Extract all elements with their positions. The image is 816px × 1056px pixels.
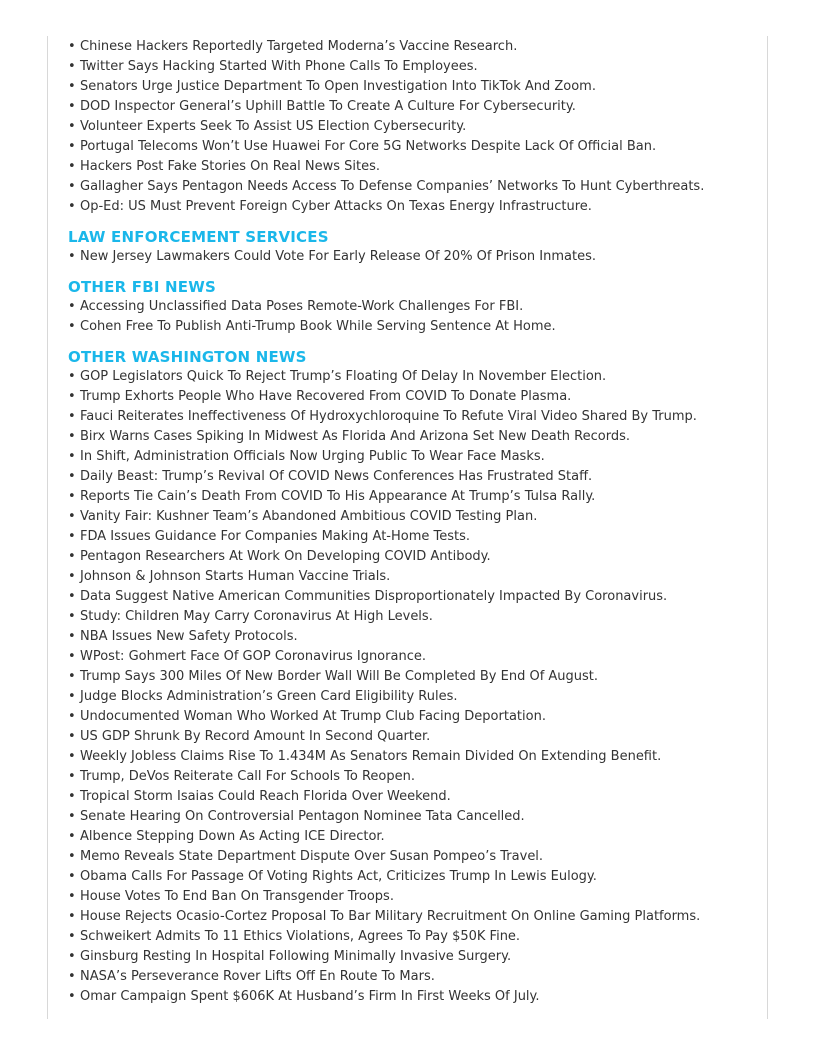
news-item[interactable]	[68, 947, 758, 967]
news-headline[interactable]: Birx Warns Cases Spiking In Midwest As Florida And Arizona Set New Death Records.	[80, 429, 630, 444]
news-item[interactable]	[68, 727, 758, 747]
bullet-icon: •	[68, 609, 76, 624]
news-item[interactable]	[68, 387, 758, 407]
news-headline[interactable]: Judge Blocks Administration’s Green Card Eligibility Rules.	[80, 689, 458, 704]
bullet-icon: •	[68, 969, 76, 984]
news-item[interactable]	[68, 747, 758, 767]
news-item[interactable]	[68, 427, 758, 447]
bullet-icon: •	[68, 489, 76, 504]
bullet-icon: •	[68, 989, 76, 1004]
bullet-icon: •	[68, 569, 76, 584]
news-headline[interactable]: Obama Calls For Passage Of Voting Rights Act, Criticizes Trump In Lewis Eulogy.	[80, 869, 597, 884]
news-headline[interactable]: House Rejects Ocasio-Cortez Proposal To Bar Military Recruitment On Online Gaming Platforms.	[80, 909, 701, 924]
bullet-icon: •	[68, 369, 76, 384]
news-item[interactable]	[68, 927, 758, 947]
bullet-icon: •	[68, 59, 76, 74]
bullet-icon: •	[68, 689, 76, 704]
bullet-icon: •	[68, 79, 76, 94]
bullet-icon: •	[68, 889, 76, 904]
news-headline[interactable]: Vanity Fair: Kushner Team’s Abandoned Ambitious COVID Testing Plan.	[80, 509, 538, 524]
news-headline[interactable]: Cohen Free To Publish Anti-Trump Book While Serving Sentence At Home.	[80, 319, 556, 334]
news-item[interactable]	[68, 767, 758, 787]
news-headline[interactable]: New Jersey Lawmakers Could Vote For Early Release Of 20% Of Prison Inmates.	[80, 249, 596, 264]
bullet-icon: •	[68, 769, 76, 784]
news-headline[interactable]: Memo Reveals State Department Dispute Over Susan Pompeo’s Travel.	[80, 849, 544, 864]
section-heading: OTHER WASHINGTON NEWS	[68, 348, 307, 366]
bullet-icon: •	[68, 789, 76, 804]
news-headline[interactable]: In Shift, Administration Officials Now Urging Public To Wear Face Masks.	[80, 449, 545, 464]
bullet-icon: •	[68, 549, 76, 564]
bullet-icon: •	[68, 99, 76, 114]
section-heading: OTHER FBI NEWS	[68, 278, 216, 296]
news-item[interactable]	[68, 607, 758, 627]
news-item[interactable]	[68, 687, 758, 707]
news-item[interactable]	[68, 787, 758, 807]
news-item[interactable]	[68, 667, 758, 687]
news-headline[interactable]: FDA Issues Guidance For Companies Making At-Home Tests.	[80, 529, 471, 544]
newsletter-body	[68, 37, 758, 1007]
news-item[interactable]	[68, 297, 758, 317]
bullet-icon: •	[68, 199, 76, 214]
news-headline[interactable]: House Votes To End Ban On Transgender Troops.	[80, 889, 394, 904]
news-item[interactable]	[68, 547, 758, 567]
news-item[interactable]	[68, 37, 758, 57]
news-headline[interactable]: Trump, DeVos Reiterate Call For Schools To Reopen.	[80, 769, 415, 784]
bullet-icon: •	[68, 649, 76, 664]
bullet-icon: •	[68, 909, 76, 924]
news-headline[interactable]: Senate Hearing On Controversial Pentagon Nominee Tata Cancelled.	[80, 809, 525, 824]
news-item[interactable]	[68, 587, 758, 607]
news-item[interactable]	[68, 77, 758, 97]
section-heading: LAW ENFORCEMENT SERVICES	[68, 228, 329, 246]
news-headline[interactable]: Chinese Hackers Reportedly Targeted Moderna’s Vaccine Research.	[80, 39, 518, 54]
news-item[interactable]	[68, 867, 758, 887]
news-headline[interactable]: Schweikert Admits To 11 Ethics Violations, Agrees To Pay $50K Fine.	[80, 929, 521, 944]
news-headline[interactable]: Hackers Post Fake Stories On Real News Sites.	[80, 159, 381, 174]
news-headline[interactable]: Gallagher Says Pentagon Needs Access To Defense Companies’ Networks To Hunt Cyberthreats.	[80, 179, 705, 194]
news-item[interactable]	[68, 847, 758, 867]
news-headline[interactable]: Reports Tie Cain’s Death From COVID To His Appearance At Trump’s Tulsa Rally.	[80, 489, 596, 504]
news-item[interactable]	[68, 97, 758, 117]
news-item[interactable]	[68, 407, 758, 427]
bullet-icon: •	[68, 949, 76, 964]
bullet-icon: •	[68, 469, 76, 484]
news-headline[interactable]: NASA’s Perseverance Rover Lifts Off En Route To Mars.	[80, 969, 435, 984]
news-headline[interactable]: Undocumented Woman Who Worked At Trump Club Facing Deportation.	[80, 709, 546, 724]
bullet-icon: •	[68, 869, 76, 884]
news-headline[interactable]: DOD Inspector General’s Uphill Battle To Create A Culture For Cybersecurity.	[80, 99, 576, 114]
news-headline[interactable]: Study: Children May Carry Coronavirus At High Levels.	[80, 609, 433, 624]
news-headline[interactable]: GOP Legislators Quick To Reject Trump’s Floating Of Delay In November Election.	[80, 369, 607, 384]
news-item[interactable]	[68, 907, 758, 927]
bullet-icon: •	[68, 529, 76, 544]
news-headline[interactable]: Volunteer Experts Seek To Assist US Election Cybersecurity.	[80, 119, 467, 134]
bullet-icon: •	[68, 709, 76, 724]
news-item[interactable]	[68, 647, 758, 667]
news-headline[interactable]: Weekly Jobless Claims Rise To 1.434M As Senators Remain Divided On Extending Benefit.	[80, 749, 662, 764]
bullet-icon: •	[68, 389, 76, 404]
bullet-icon: •	[68, 299, 76, 314]
news-headline[interactable]: Pentagon Researchers At Work On Developing COVID Antibody.	[80, 549, 491, 564]
news-item[interactable]	[68, 507, 758, 527]
bullet-icon: •	[68, 929, 76, 944]
bullet-icon: •	[68, 449, 76, 464]
bullet-icon: •	[68, 829, 76, 844]
bullet-icon: •	[68, 39, 76, 54]
news-headline[interactable]: Fauci Reiterates Ineffectiveness Of Hydroxychloroquine To Refute Viral Video Shared By Trump.	[80, 409, 697, 424]
news-headline[interactable]: Albence Stepping Down As Acting ICE Director.	[80, 829, 385, 844]
news-item[interactable]	[68, 807, 758, 827]
news-headline[interactable]: WPost: Gohmert Face Of GOP Coronavirus Ignorance.	[80, 649, 426, 664]
news-item[interactable]	[68, 487, 758, 507]
bullet-icon: •	[68, 249, 76, 264]
news-item[interactable]	[68, 117, 758, 137]
bullet-icon: •	[68, 139, 76, 154]
bullet-icon: •	[68, 409, 76, 424]
bullet-icon: •	[68, 809, 76, 824]
bullet-icon: •	[68, 509, 76, 524]
bullet-icon: •	[68, 749, 76, 764]
bullet-icon: •	[68, 179, 76, 194]
news-item[interactable]	[68, 157, 758, 177]
news-item[interactable]	[68, 137, 758, 157]
news-item[interactable]	[68, 627, 758, 647]
news-item[interactable]	[68, 367, 758, 387]
news-headline[interactable]: Op-Ed: US Must Prevent Foreign Cyber Attacks On Texas Energy Infrastructure.	[80, 199, 592, 214]
bullet-icon: •	[68, 669, 76, 684]
news-headline[interactable]: Data Suggest Native American Communities Disproportionately Impacted By Coronavirus.	[80, 589, 668, 604]
bullet-icon: •	[68, 119, 76, 134]
news-item[interactable]	[68, 447, 758, 467]
news-item[interactable]	[68, 887, 758, 907]
news-headline[interactable]: Omar Campaign Spent $606K At Husband’s Firm In First Weeks Of July.	[80, 989, 540, 1004]
news-headline[interactable]: Trump Says 300 Miles Of New Border Wall Will Be Completed By End Of August.	[80, 669, 599, 684]
news-item[interactable]	[68, 467, 758, 487]
bullet-icon: •	[68, 629, 76, 644]
news-headline[interactable]: Accessing Unclassified Data Poses Remote-Work Challenges For FBI.	[80, 299, 524, 314]
bullet-icon: •	[68, 319, 76, 334]
news-headline[interactable]: Trump Exhorts People Who Have Recovered From COVID To Donate Plasma.	[80, 389, 572, 404]
news-headline[interactable]: Daily Beast: Trump’s Revival Of COVID News Conferences Has Frustrated Staff.	[80, 469, 593, 484]
news-headline[interactable]: Senators Urge Justice Department To Open Investigation Into TikTok And Zoom.	[80, 79, 596, 94]
news-item[interactable]	[68, 707, 758, 727]
news-headline[interactable]: Tropical Storm Isaias Could Reach Florida Over Weekend.	[80, 789, 451, 804]
news-item[interactable]	[68, 967, 758, 987]
bullet-icon: •	[68, 159, 76, 174]
bullet-icon: •	[68, 849, 76, 864]
news-headline[interactable]: Portugal Telecoms Won’t Use Huawei For Core 5G Networks Despite Lack Of Official Ban.	[80, 139, 657, 154]
news-item[interactable]	[68, 57, 758, 77]
news-headline[interactable]: Ginsburg Resting In Hospital Following Minimally Invasive Surgery.	[80, 949, 512, 964]
news-headline[interactable]: Twitter Says Hacking Started With Phone Calls To Employees.	[80, 59, 478, 74]
news-headline[interactable]: NBA Issues New Safety Protocols.	[80, 629, 298, 644]
bullet-icon: •	[68, 589, 76, 604]
news-item[interactable]	[68, 317, 758, 337]
news-item[interactable]	[68, 567, 758, 587]
bullet-icon: •	[68, 729, 76, 744]
news-item[interactable]	[68, 177, 758, 197]
news-item[interactable]	[68, 827, 758, 847]
news-item[interactable]	[68, 197, 758, 217]
news-item[interactable]	[68, 987, 758, 1007]
news-item[interactable]	[68, 247, 758, 267]
news-headline[interactable]: US GDP Shrunk By Record Amount In Second Quarter.	[80, 729, 431, 744]
news-headline[interactable]: Johnson & Johnson Starts Human Vaccine Trials.	[80, 569, 391, 584]
news-item[interactable]	[68, 527, 758, 547]
bullet-icon: •	[68, 429, 76, 444]
